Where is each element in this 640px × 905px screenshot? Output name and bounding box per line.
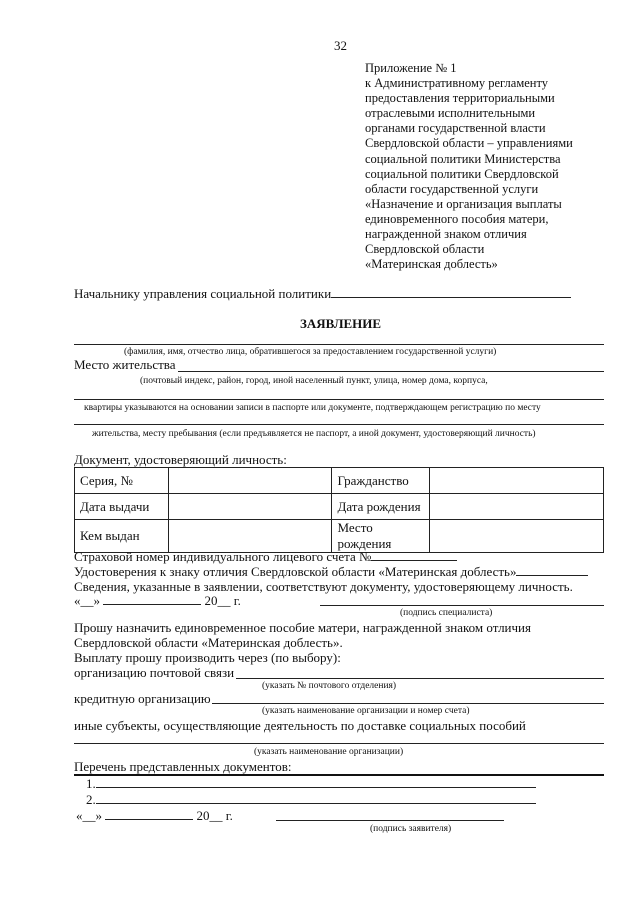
doc-item-number: 2.: [86, 792, 96, 807]
appendix-line: «Материнская доблесть»: [365, 257, 498, 272]
appendix-line: отраслевыми исполнительными: [365, 106, 536, 121]
citizenship-label: Гражданство: [332, 468, 430, 494]
birth-date-label: Дата рождения: [332, 494, 430, 520]
certificate-field[interactable]: [516, 565, 588, 576]
fio-field[interactable]: [74, 344, 604, 345]
request-line-2: Свердловской области «Материнская доблесть».: [74, 635, 343, 650]
other-label: иные субъекты, осуществляющие деятельность по доставке социальных пособий: [74, 718, 526, 733]
table-row: [75, 520, 604, 553]
birth-place-label: Место рождения: [332, 520, 430, 553]
credit-label: кредитную организацию: [74, 691, 211, 706]
address-hint-3: жительства, месту пребывания (если предъявляется не паспорт, а иной документ, удостоверяющий личность): [92, 429, 536, 439]
date-month-field[interactable]: [103, 594, 201, 605]
other-hint: (указать наименование организации): [254, 747, 404, 757]
appendix-line: социальной политики Министерства: [365, 151, 561, 166]
address-hint-2: квартиры указываются на основании записи в паспорте или документе, подтверждающем регистрацию по месту: [84, 403, 541, 413]
date-day: «__»: [76, 808, 102, 823]
birth-place-value-cell[interactable]: [430, 520, 604, 553]
table-row: [75, 468, 604, 494]
applicant-date-row: [76, 808, 233, 823]
applicant-sign-hint: (подпись заявителя): [370, 824, 452, 834]
certificate-row: [74, 564, 588, 579]
appendix-line: области государственной услуги: [365, 181, 539, 196]
residence-field-3[interactable]: [74, 424, 604, 425]
table-row: [75, 494, 604, 520]
page-number: 32: [334, 38, 347, 53]
residence-field[interactable]: [178, 371, 604, 372]
certificate-label: Удостоверения к знаку отличия Свердловской области «Материнская доблесть»: [74, 564, 517, 579]
series-value-cell[interactable]: [168, 468, 332, 494]
applicant-sign-field[interactable]: [276, 820, 504, 821]
series-label: Серия, №: [75, 468, 169, 494]
request-line-1: Прошу назначить единовременное пособие матери, награжденной знаком отличия: [74, 620, 531, 635]
doc-item-1: [86, 776, 536, 791]
date-year: 20__ г.: [196, 808, 233, 823]
addressee-label: Начальнику управления социальной политики: [74, 286, 332, 301]
fio-hint: (фамилия, имя, отчество лица, обратившегося за предоставлением государственной услуги): [124, 347, 497, 357]
appendix-line: предоставления территориальными: [365, 91, 555, 106]
issue-date-value-cell[interactable]: [168, 494, 332, 520]
post-hint: (указать № почтового отделения): [262, 681, 397, 691]
doc-item-number: 1.: [86, 776, 96, 791]
credit-field[interactable]: [212, 703, 604, 704]
snils-label: Страховой номер индивидуального лицевого счета №: [74, 549, 372, 564]
snils-field[interactable]: [371, 550, 457, 561]
appendix-line: Приложение № 1: [365, 61, 457, 75]
appendix-line: «Назначение и организация выплаты: [365, 196, 562, 211]
appendix-line: к Административному регламенту: [365, 76, 549, 91]
doc-item-1-field[interactable]: [96, 777, 536, 788]
residence-label: Место жительства: [74, 357, 176, 372]
addressee-field[interactable]: [331, 287, 571, 298]
applicant-date-month-field[interactable]: [105, 809, 193, 820]
date-day: «__»: [74, 593, 100, 608]
identity-doc-table: [74, 467, 604, 553]
addressee: [74, 286, 571, 301]
appendix-line: социальной политики Свердловской: [365, 166, 559, 181]
doc-item-2-field[interactable]: [96, 793, 536, 804]
other-field[interactable]: [74, 743, 604, 744]
payment-label: Выплату прошу производить через (по выбору):: [74, 650, 341, 665]
appendix-line: органами государственной власти: [365, 121, 546, 136]
document-title: ЗАЯВЛЕНИЕ: [300, 316, 382, 331]
snils-row: [74, 549, 457, 564]
post-label: организацию почтовой связи: [74, 665, 235, 680]
appendix-line: награжденной знаком отличия: [365, 227, 527, 242]
post-field[interactable]: [236, 678, 604, 679]
docs-list-label: Перечень представленных документов:: [74, 759, 292, 774]
info-match-text: Сведения, указанные в заявлении, соответствуют документу, удостоверяющему личность.: [74, 579, 573, 594]
address-hint-1: (почтовый индекс, район, город, иной населенный пункт, улица, номер дома, корпуса,: [140, 376, 488, 386]
appendix-line: Свердловской области: [365, 242, 485, 257]
citizenship-value-cell[interactable]: [430, 468, 604, 494]
credit-hint: (указать наименование организации и номер счета): [262, 706, 470, 716]
specialist-sign-field[interactable]: [320, 605, 604, 606]
issued-by-value-cell[interactable]: [168, 520, 332, 553]
specialist-date-row: [74, 593, 241, 608]
residence-field-2[interactable]: [74, 399, 604, 400]
identity-doc-label: Документ, удостоверяющий личность:: [74, 452, 287, 467]
doc-item-2: [86, 792, 536, 807]
date-year: 20__ г.: [204, 593, 241, 608]
appendix-line: единовременного пособия матери,: [365, 211, 549, 226]
issued-by-label: Кем выдан: [75, 520, 169, 553]
appendix-line: Свердловской области – управлениями: [365, 136, 573, 151]
birth-date-value-cell[interactable]: [430, 494, 604, 520]
appendix-header: [365, 61, 605, 272]
issue-date-label: Дата выдачи: [75, 494, 169, 520]
specialist-sign-hint: (подпись специалиста): [400, 608, 493, 618]
